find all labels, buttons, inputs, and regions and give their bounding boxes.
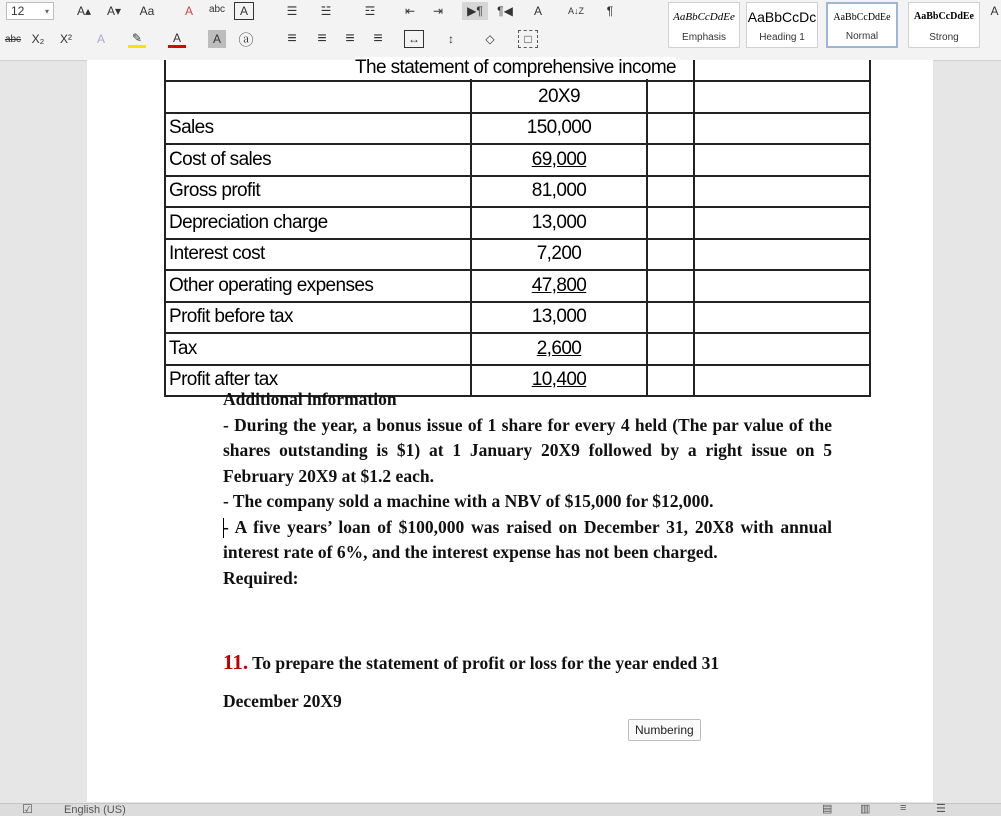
font-size-select[interactable]: 12 ▾ — [6, 2, 54, 20]
style-emphasis[interactable]: AaBbCcDdEe Emphasis — [668, 2, 740, 48]
row-value: 13,000 — [471, 207, 647, 239]
decrease-indent-button[interactable]: ⇤ — [404, 4, 416, 18]
table-row — [165, 207, 870, 239]
table-row — [165, 302, 870, 334]
style-heading-1[interactable]: AaBbCcDc Heading 1 — [746, 2, 818, 48]
outline-icon[interactable]: ≡ — [900, 802, 907, 814]
row-value: 2,600 — [536, 337, 582, 359]
table-row — [165, 270, 870, 302]
row-label: Profit after tax — [165, 365, 471, 397]
row-value: 13,000 — [471, 302, 647, 334]
numbering-button[interactable]: ☱ — [320, 4, 332, 18]
numbering-tooltip: Numbering — [628, 719, 701, 741]
row-value: 10,400 — [531, 369, 587, 391]
draft-icon[interactable]: ☰ — [936, 803, 946, 815]
row-label: Tax — [165, 333, 471, 365]
proofing-icon[interactable]: ☑ — [22, 802, 33, 816]
table-row — [165, 144, 870, 176]
row-label: Profit before tax — [165, 302, 471, 334]
styles-more-button[interactable]: A — [990, 4, 999, 18]
question-text-cont: December 20X9 — [223, 691, 342, 711]
line-spacing-button[interactable]: ↕ — [448, 32, 454, 46]
row-value: 69,000 — [531, 148, 587, 170]
row-label: Cost of sales — [165, 144, 471, 176]
print-layout-icon[interactable]: ▤ — [822, 803, 833, 815]
table-row — [165, 113, 870, 145]
sort-button[interactable]: A↓Z — [567, 6, 584, 16]
row-value: 150,000 — [471, 113, 647, 145]
char-border-button[interactable]: A — [234, 2, 254, 20]
row-value: 7,200 — [471, 239, 647, 271]
ribbon — [0, 0, 1001, 61]
change-case-button[interactable]: Aa — [139, 4, 155, 18]
document-page[interactable] — [87, 57, 933, 802]
font-color-button[interactable]: A — [168, 30, 186, 48]
row-value: 47,800 — [531, 274, 587, 296]
style-normal[interactable]: AaBbCcDdEe Normal — [826, 2, 898, 48]
row-label: Gross profit — [165, 176, 471, 208]
table-row — [165, 333, 870, 365]
row-label: Sales — [165, 113, 471, 145]
justify-button[interactable]: ≡ — [373, 30, 383, 47]
superscript-button[interactable]: X² — [60, 32, 72, 46]
row-value: 81,000 — [471, 176, 647, 208]
styles-gallery — [668, 0, 1001, 50]
income-statement-table — [164, 60, 871, 397]
rtl-button[interactable]: ¶◀ — [497, 4, 513, 18]
web-layout-icon[interactable]: ▥ — [860, 803, 871, 815]
table-row — [165, 81, 870, 113]
multilevel-list-button[interactable]: ☲ — [364, 4, 376, 18]
year-header: 20X9 — [471, 81, 647, 113]
language-indicator[interactable]: English (US) — [64, 804, 126, 816]
distribute-button[interactable]: ↔ — [404, 30, 424, 48]
info-item: - The company sold a machine with a NBV of $15,000 for $12,000. — [223, 491, 714, 511]
question-number: 11. — [223, 650, 249, 674]
question-text: To prepare the statement of profit or loss for the year ended 31 — [252, 653, 720, 673]
increase-indent-button[interactable]: ⇥ — [432, 4, 444, 18]
highlighter-icon: ✎ — [131, 30, 143, 45]
additional-information — [223, 387, 832, 591]
char-spacing-button[interactable]: A — [533, 4, 542, 18]
chevron-down-icon: ▾ — [44, 6, 49, 16]
borders-button[interactable]: □ — [518, 30, 538, 48]
ltr-button[interactable]: ▶¶ — [462, 2, 488, 20]
info-item: - During the year, a bonus issue of 1 share for every 4 held (The par value of the shares outstanding is $1) at 1 January 20X9 followed by a right issue on 5 February 20X9 at $1.2 each. — [223, 414, 832, 486]
shrink-font-button[interactable]: A▾ — [106, 4, 122, 18]
phonetic-guide-button[interactable]: abc — [208, 3, 226, 15]
align-center-button[interactable]: ≡ — [317, 30, 327, 47]
info-item: - A five years’ loan of $100,000 was raised on December 31, 20X8 with annual interest rate of 6%, and the interest expense has not been charged. — [223, 516, 832, 562]
align-right-button[interactable]: ≡ — [345, 30, 355, 47]
char-shading-button[interactable]: A — [208, 30, 226, 48]
bullets-button[interactable]: ☰ — [286, 4, 298, 18]
row-label: Interest cost — [165, 239, 471, 271]
row-label: Other operating expenses — [165, 270, 471, 302]
question — [223, 650, 832, 712]
section-heading: Additional information — [223, 389, 397, 409]
row-label: Depreciation charge — [165, 207, 471, 239]
text-effects-button[interactable]: A — [96, 32, 105, 46]
grow-font-button[interactable]: A▴ — [76, 4, 92, 18]
style-strong[interactable]: AaBbCcDdEe Strong — [908, 2, 980, 48]
shading-button[interactable]: ◇ — [485, 32, 495, 46]
required-label: Required: — [223, 567, 299, 588]
enclose-char-button[interactable]: ⓐ — [238, 31, 254, 49]
subscript-button[interactable]: X₂ — [31, 32, 45, 46]
status-bar — [0, 803, 1001, 816]
clear-format-button[interactable]: A — [184, 4, 193, 18]
show-marks-button[interactable]: ¶ — [606, 4, 614, 18]
strikethrough-button[interactable]: abc — [4, 33, 22, 45]
table-row — [165, 176, 870, 208]
table-title: The statement of comprehensive income — [355, 57, 677, 78]
table-row — [165, 239, 870, 271]
align-left-button[interactable]: ≡ — [287, 30, 297, 47]
highlight-button[interactable] — [128, 30, 146, 48]
